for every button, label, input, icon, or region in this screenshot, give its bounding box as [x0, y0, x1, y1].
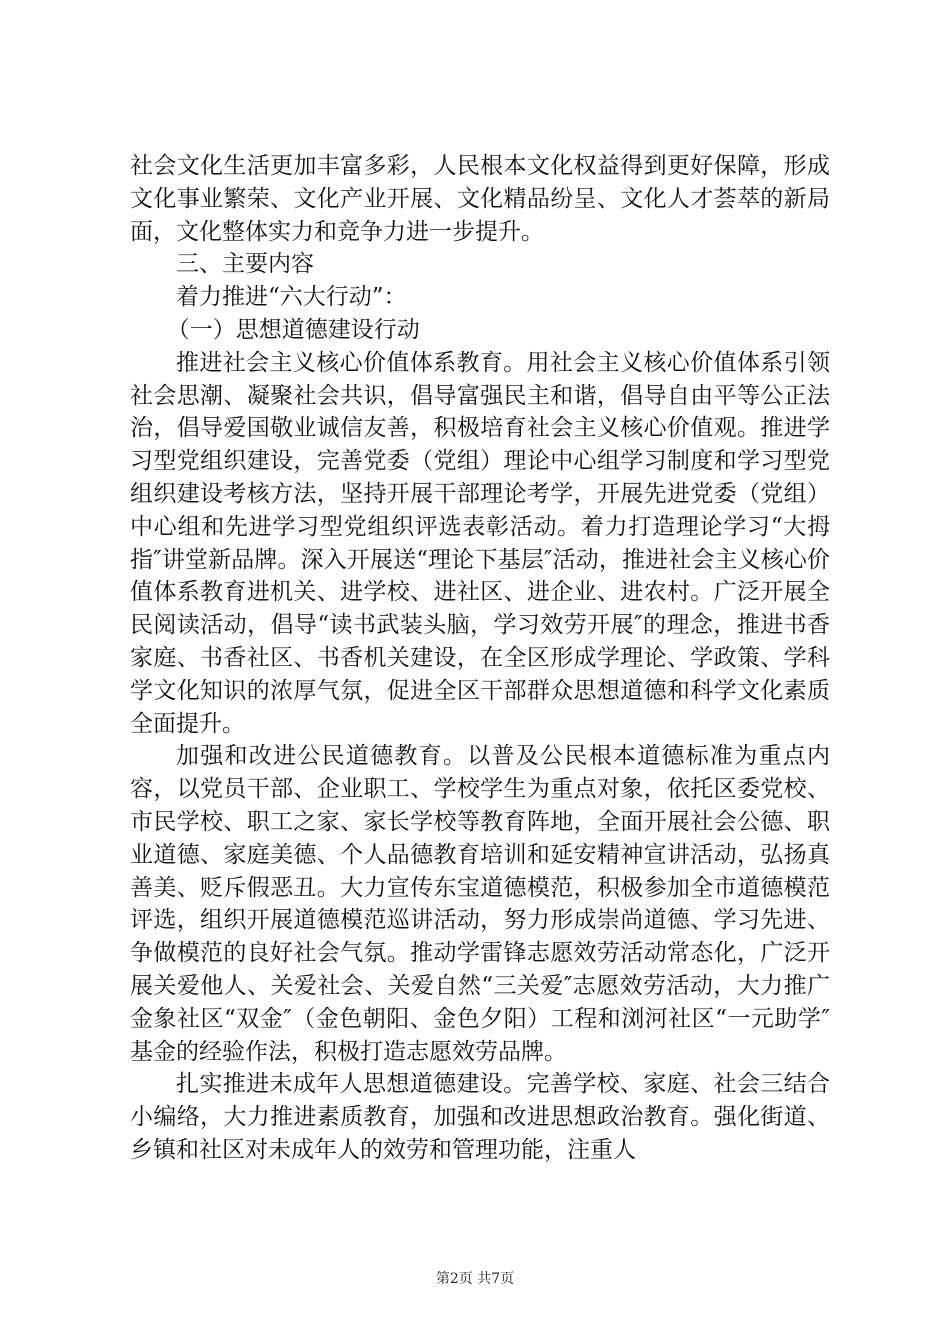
paragraph-minors-morality: 扎实推进未成年人思想道德建设。完善学校、家庭、社会三结合小编络，大力推进素质教育，加强和改进思想政治教育。强化街道、乡镇和社区对未成年人的效劳和管理功能，注重人: [130, 1071, 830, 1163]
paragraph-continuation: 社会文化生活更加丰富多彩，人民根本文化权益得到更好保障，形成文化事业繁荣、文化产业开展、文化精品纷呈、文化人才荟萃的新局面，文化整体实力和竞争力进一步提升。: [130, 153, 830, 245]
paragraph-civic-morality: 加强和改进公民道德教育。以普及公民根本道德标准为重点内容，以党员干部、企业职工、学校学生为重点对象，依托区委党校、市民学校、职工之家、家长学校等教育阵地，全面开展社会公德、职业道德、家庭美德、个人品德教育培训和延安精神宣讲活动，弘扬真善美、贬斥假恶丑。大力宣传东宝道德模范，积极参加全市道德模范评选，组织开展道德模范巡讲活动，努力形成崇尚道德、学习先进、争做模范的良好社会气氛。推动学雷锋志愿效劳活动常态化，广泛开展关爱他人、关爱社会、关爱自然“三关爱″志愿效劳活动，大力推广金象社区“双金″（金色朝阳、金色夕阳）工程和浏河社区“一元助学″基金的经验作法，积极打造志愿效劳品牌。: [130, 743, 830, 1065]
document-body: [130, 150, 830, 1167]
paragraph-core-values: 推进社会主义核心价值体系教育。用社会主义核心价值体系引领社会思潮、凝聚社会共识，倡导富强民主和谐，倡导自由平等公正法治，倡导爱国敬业诚信友善，积极培育社会主义核心价值观。推进学习型党组织建设，完善党委（党组）理论中心组学习制度和学习型党组织建设考核方法，坚持开展干部理论考学，开展先进党委（党组）中心组和先进学习型党组织评选表彰活动。着力打造理论学习“大拇指″讲堂新品牌。深入开展送“理论下基层″活动，推进社会主义核心价值体系教育进机关、进学校、进社区、进企业、进农村。广泛开展全民阅读活动，倡导“读书武装头脑，学习效劳开展″的理念，推进书香家庭、书香社区、书香机关建设，在全区形成学理论、学政策、学科学文化知识的浓厚气氛，促进全区干部群众思想道德和科学文化素质全面提升。: [130, 349, 830, 737]
subheading-moral-construction: （一）思想道德建设行动: [166, 316, 420, 343]
subheading-six-actions: 着力推进“六大行动”：: [176, 284, 407, 311]
section-heading-main-content: 三、主要内容: [176, 251, 314, 278]
page-footer: 第2页 共7页: [435, 1271, 515, 1287]
